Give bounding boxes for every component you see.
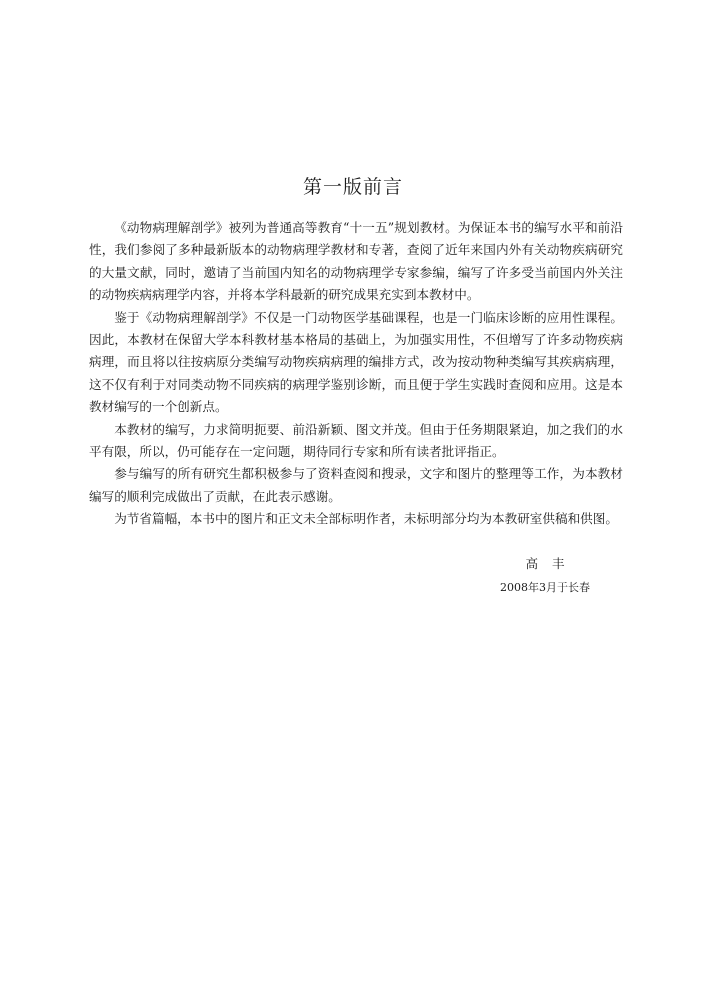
author-name: 高丰 [525, 556, 579, 571]
paragraph-2: 鉴于《动物病理解剖学》不仅是一门动物医学基础课程，也是一门临床诊断的应用性课程。因此，本教材在保留大学本科教材基本格局的基础上，为加强实用性，不但增写了许多动物疾病病理，而且将以往按病原分类编写动物疾病病理的编排方式，改为按动物种类编写其疾病病理，这不仅有利于对同类动物不同疾病的病理学鉴别诊断，而且便于学生实践时查阅和应用。这是本教材编写的一个创新点。 [89, 309, 623, 415]
paragraph-5: 为节省篇幅，本书中的图片和正文未全部标明作者，未标明部分均为本教研室供稿和供图。 [114, 511, 618, 527]
paragraph-4: 参与编写的所有研究生都积极参与了资料查阅和搜录，文字和图片的整理等工作，为本教材编写的顺利完成做出了贡献，在此表示感谢。 [89, 466, 623, 504]
paragraph-3: 本教材的编写，力求简明扼要、前沿新颖、图文并茂。但由于任务期限紧迫，加之我们的水平有限，所以，仍可能存在一定问题，期待同行专家和所有读者批评指正。 [89, 421, 623, 460]
signature-block [480, 554, 610, 595]
paragraph-1: 《动物病理解剖学》被列为普通高等教育“十一五”规划教材。为保证本书的编写水平和前沿性，我们参阅了多种最新版本的动物病理学教材和专著，查阅了近年来国内外有关动物疾病研究的大量文献，同时，邀请了当前国内知名的动物病理学专家参编，编写了许多受当前国内外关注的动物疾病病理学内容，并将本学科最新的研究成果充实到本教材中。 [89, 220, 623, 303]
page-title: 第一版前言 [302, 176, 403, 198]
preface-body [89, 217, 623, 531]
signature-date: 2008年3月于长春 [500, 581, 590, 594]
